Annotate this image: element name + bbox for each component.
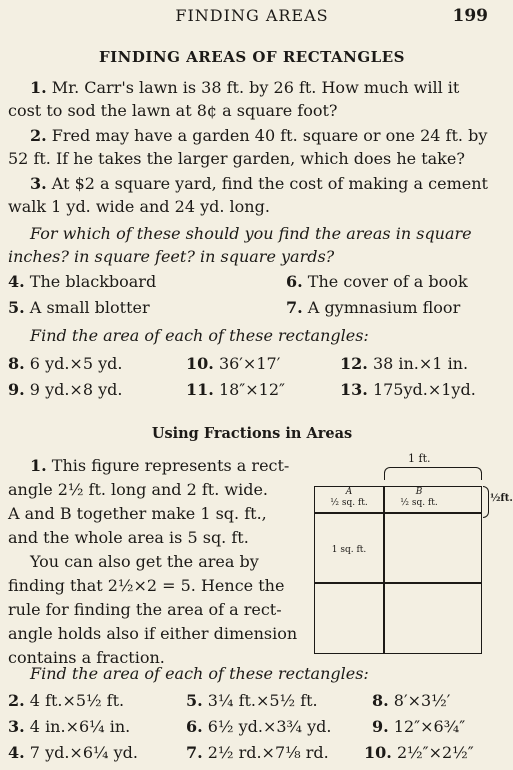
running-title: FINDING AREAS [175, 6, 329, 25]
row-line [315, 582, 481, 584]
page-number: 199 [452, 6, 488, 26]
problem-2 [8, 124, 496, 170]
rect-6: 6. 6½ yd.×3¾ yd. [186, 717, 332, 736]
choice-7: 7. A gymnasium floor [286, 298, 461, 317]
cell-square-foot: 1 sq. ft. [331, 545, 367, 555]
problem-3 [8, 172, 496, 218]
rect-10: 10. 36′×17′ [186, 354, 281, 373]
problem-text: Mr. Carr's lawn is 38 ft. by 26 ft. How much will it cost to sod the lawn at 8¢ a square foot? [8, 78, 460, 120]
rect-7: 7. 2½ rd.×7⅛ rd. [186, 743, 329, 762]
instruction-2: Find the area of each of these rectangles: [30, 664, 369, 683]
figure-side-label: ½ft. [490, 493, 513, 504]
figure-top-label: 1 ft. [408, 452, 431, 465]
rect-8b: 8. 8′×3½′ [372, 691, 451, 710]
rect-2: 2. 4 ft.×5½ ft. [8, 691, 125, 710]
rectangle-figure [314, 486, 482, 654]
choice-6: 6. The cover of a book [286, 272, 468, 291]
rect-9: 9. 9 yd.×8 yd. [8, 380, 123, 399]
rect-8: 8. 6 yd.×5 yd. [8, 354, 123, 373]
problem-number: 2. [30, 126, 47, 145]
rect-12: 12. 38 in.×1 in. [340, 354, 469, 373]
problem-text: Fred may have a garden 40 ft. square or one 24 ft. by 52 ft. If he takes the larger garden, which does he take? [8, 126, 488, 168]
half-row-line [315, 512, 481, 514]
classification-question [8, 222, 496, 268]
cell-b: B ½ sq. ft. [400, 487, 438, 508]
question-text: For which of these should you find the areas in square inches? in square feet? in square yards? [8, 224, 472, 266]
rect-3: 3. 4 in.×6¼ in. [8, 717, 131, 736]
problem-number: 1. [30, 78, 47, 97]
top-brace [384, 467, 482, 480]
subsection-title: Using Fractions in Areas [151, 425, 353, 442]
choice-5: 5. A small blotter [8, 298, 150, 317]
rect-13: 13. 175yd.×1yd. [340, 380, 476, 399]
problem-text: At $2 a square yard, find the cost of making a cement walk 1 yd. wide and 24 yd. long. [8, 174, 488, 216]
problem-1 [8, 76, 496, 122]
rect-4: 4. 7 yd.×6¼ yd. [8, 743, 138, 762]
column-line [383, 487, 385, 653]
paragraph-number: 1. [30, 456, 47, 475]
choice-4: 4. The blackboard [8, 272, 157, 291]
rect-11: 11. 18″×12″ [186, 380, 286, 399]
cell-a: A ½ sq. ft. [330, 487, 368, 508]
problem-number: 3. [30, 174, 47, 193]
rect-10b: 10. 2½″×2½″ [364, 743, 474, 762]
section-title: FINDING AREAS OF RECTANGLES [99, 48, 405, 66]
fraction-explanation: 1. This figure represents a rect- angle 2½ ft. long and 2 ft. wide. A and B together make 1 sq. ft., and the whole area is 5 sq. ft. You can also get the area by finding that 2½×2 = 5. Hence the rule for finding the area of a rect- angle holds also if either dimension contains a fraction. [8, 456, 298, 667]
rect-5: 5. 3¼ ft.×5½ ft. [186, 691, 318, 710]
rect-9b: 9. 12″×6¾″ [372, 717, 466, 736]
instruction-1: Find the area of each of these rectangles: [30, 326, 369, 345]
side-brace [483, 486, 489, 518]
